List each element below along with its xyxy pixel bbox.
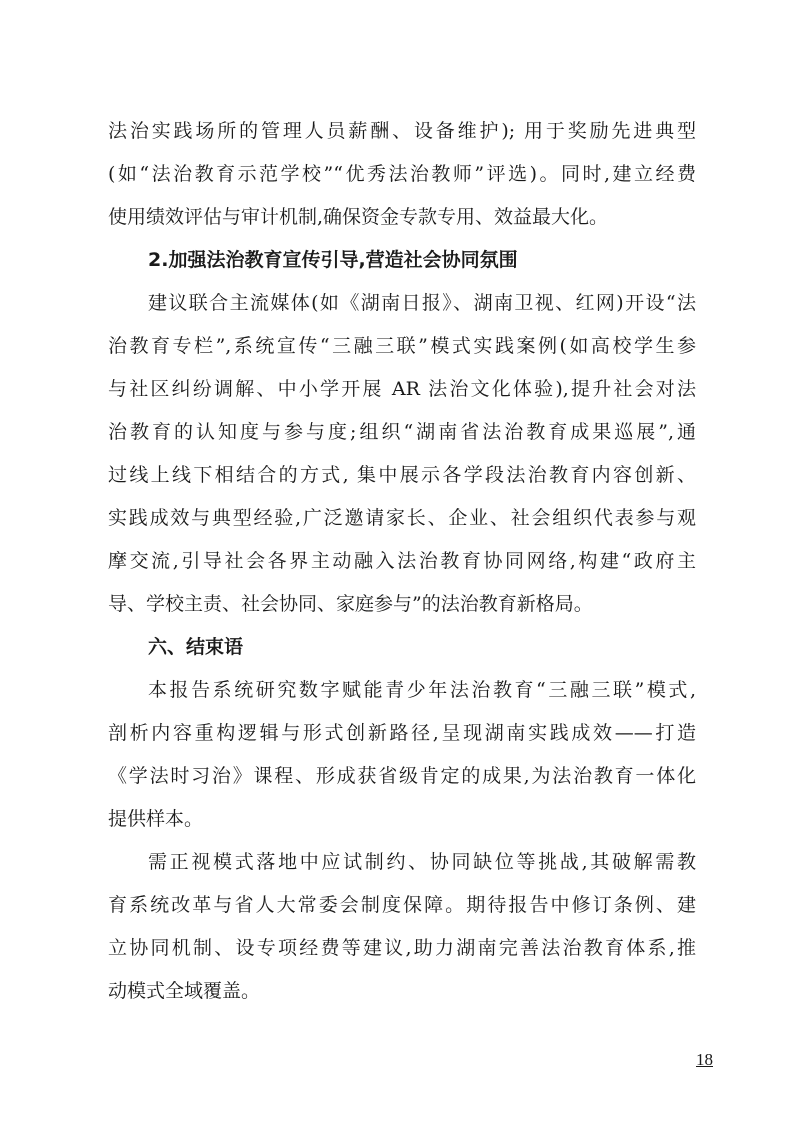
page-number: 18 [696, 1050, 713, 1069]
text-line: 提供样本。 [108, 808, 204, 830]
text-line: 育系统改革与省人大常委会制度保障。期待报告中修订条例、建 [108, 894, 696, 916]
text-line: 《学法时习治》课程、形成获省级肯定的成果,为法治教育一体化 [108, 765, 696, 787]
text-line: 需正视模式落地中应试制约、协同缺位等挑战,其破解需教 [148, 851, 696, 873]
text-line: 治教育专栏”,系统宣传“三融三联”模式实践案例(如高校学生参 [108, 335, 696, 357]
text-line: 导、学校主责、社会协同、家庭参与”的法治教育新格局。 [108, 593, 593, 615]
text-line: 过线上线下相结合的方式, 集中展示各学段法治教育内容创新、 [108, 464, 696, 486]
text-line: 使用绩效评估与审计机制,确保资金专款专用、效益最大化。 [108, 206, 609, 228]
text-line: 实践成效与典型经验,广泛邀请家长、企业、社会组织代表参与观 [108, 507, 696, 529]
text-line: 与社区纠纷调解、中小学开展 AR 法治文化体验),提升社会对法 [108, 378, 696, 400]
text-line: 法治实践场所的管理人员薪酬、设备维护); 用于奖励先进典型 [108, 120, 696, 142]
text-line: 治教育的认知度与参与度;组织“湖南省法治教育成果巡展”,通 [108, 421, 696, 443]
text-line: 摩交流,引导社会各界主动融入法治教育协同网络,构建“政府主 [108, 550, 696, 572]
text-line: 建议联合主流媒体(如《湖南日报》、湖南卫视、红网)开设“法 [148, 292, 696, 314]
text-line: 本报告系统研究数字赋能青少年法治教育“三融三联”模式, [148, 679, 696, 701]
text-line: (如“法治教育示范学校”“优秀法治教师”评选)。同时,建立经费 [108, 163, 696, 185]
section-heading: 2.加强法治教育宣传引导,营造社会协同氛围 [148, 249, 518, 271]
chapter-heading: 六、结束语 [148, 636, 244, 658]
text-line: 剖析内容重构逻辑与形式创新路径,呈现湖南实践成效——打造 [108, 722, 696, 744]
text-line: 动模式全域覆盖。 [108, 980, 261, 1002]
text-line: 立协同机制、设专项经费等建议,助力湖南完善法治教育体系,推 [108, 937, 696, 959]
